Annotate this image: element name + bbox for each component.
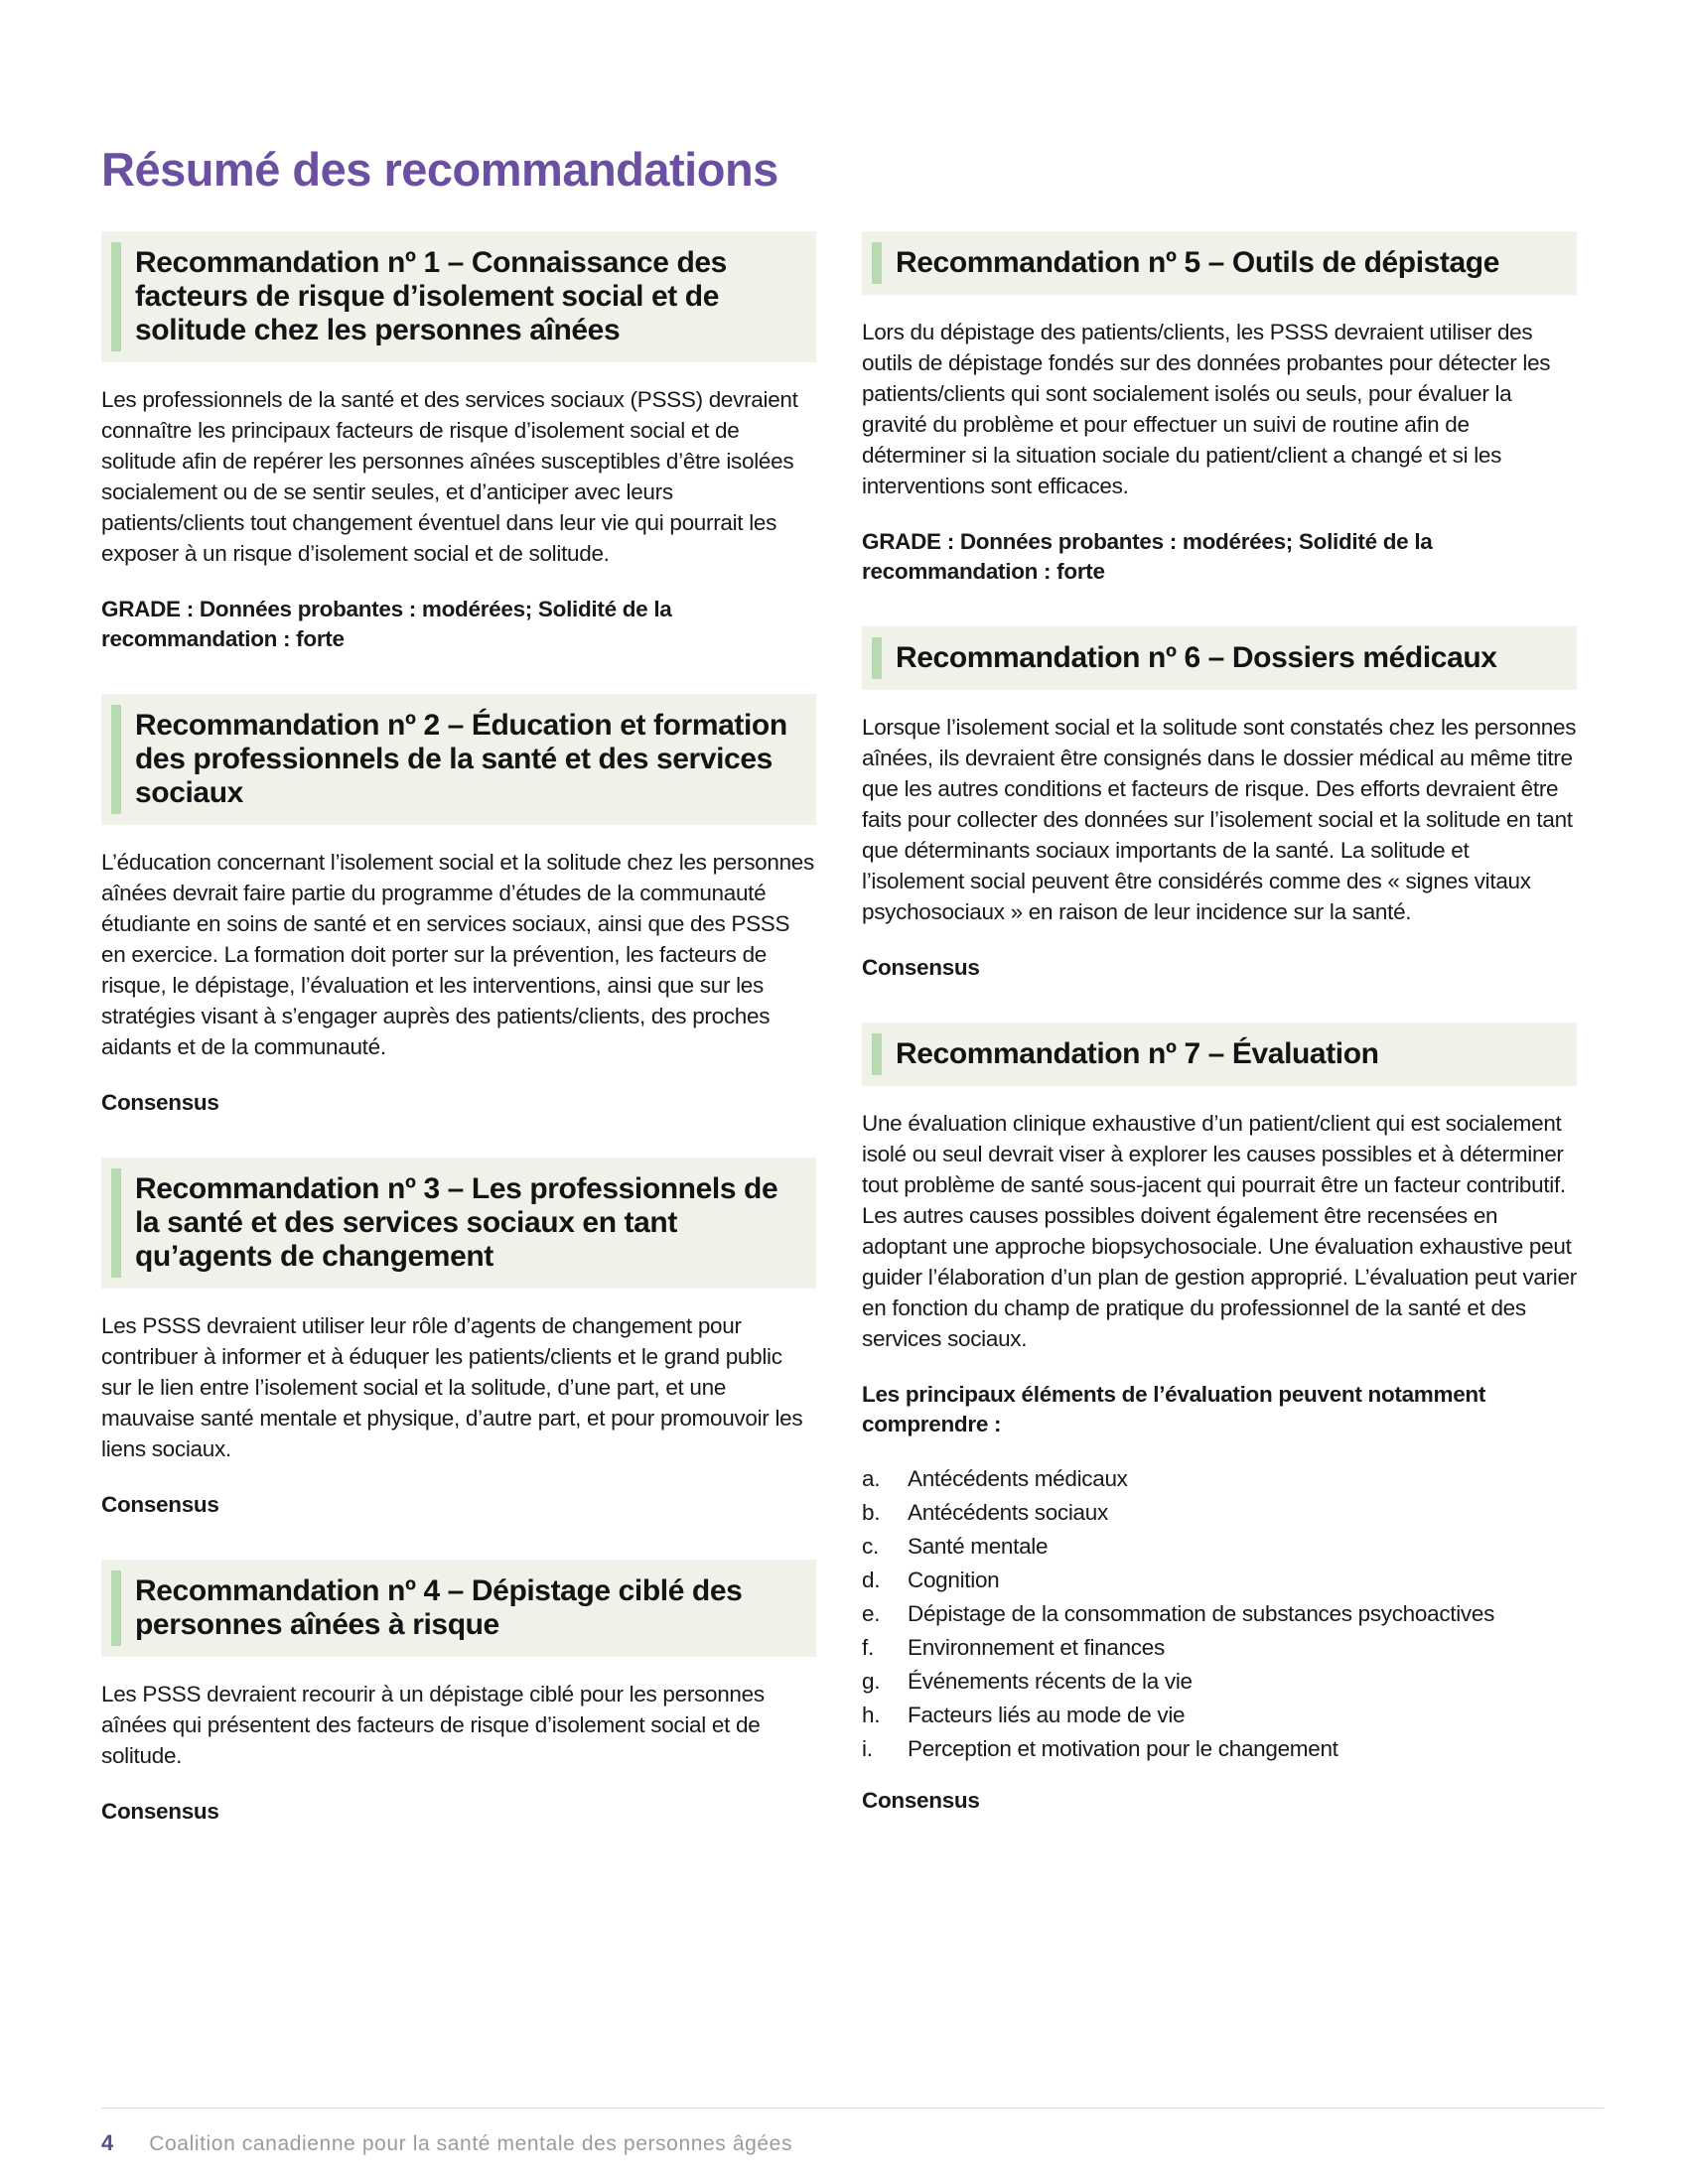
recommendation-7-section xyxy=(862,1023,1577,1816)
recommendation-4-consensus: Consensus xyxy=(101,1799,219,1825)
list-item xyxy=(862,1700,1577,1730)
recommendation-1-grade: GRADE : Données probantes : modérées; Solidité de la recommandation : forte xyxy=(101,597,672,652)
list-item xyxy=(862,1565,1577,1595)
list-item xyxy=(862,1463,1577,1494)
list-item-label: g. xyxy=(862,1669,881,1695)
recommendation-1-heading-box xyxy=(101,231,816,362)
list-item-label: b. xyxy=(862,1500,881,1526)
recommendation-7-heading-box xyxy=(862,1023,1577,1086)
recommendation-3-section xyxy=(101,1158,816,1520)
footer-organization-name: Coalition canadienne pour la santé mentale des personnes âgées xyxy=(149,2132,793,2155)
list-item-label: h. xyxy=(862,1703,881,1728)
page-number: 4 xyxy=(101,2130,114,2155)
recommendation-2-heading-box xyxy=(101,694,816,825)
recommendation-3-consensus: Consensus xyxy=(101,1492,219,1518)
recommendation-6-heading-box xyxy=(862,626,1577,690)
recommendation-3-body: Les PSSS devraient utiliser leur rôle d’agents de changement pour contribuer à informer et à éduquer les patients/clients et le grand public sur le lien entre l’isolement social et la solitude, d’une part, et une mauvaise santé mentale et physique, d’autre part, et pour promouvoir les liens sociaux. xyxy=(101,1313,803,1462)
right-column xyxy=(862,231,1577,1816)
recommendation-7-body: Une évaluation clinique exhaustive d’un patient/client qui est socialement isolé ou seul devrait viser à explorer les causes possibles et à déterminer tout problème de santé sous-jacent qui pourrait être un facteur contributif. Les autres causes possibles doivent également être recensées en adoptant une approche biopsychosociale. Une évaluation exhaustive peut guider l’élaboration d’un plan de gestion approprié. L’évaluation peut varier en fonction du champ de pratique du professionnel de la santé et des services sociaux. xyxy=(862,1111,1577,1352)
recommendation-2-consensus: Consensus xyxy=(101,1090,219,1116)
recommendation-1-body: Les professionnels de la santé et des services sociaux (PSSS) devraient connaître les principaux facteurs de risque d’isolement social et de solitude afin de repérer les personnes aînées susceptibles d’être isolées socialement ou de se sentir seules, et d’anticiper avec leurs patients/clients tout changement éventuel dans leur vie qui pourrait les exposer à un risque d’isolement social et de solitude. xyxy=(101,387,798,567)
list-item xyxy=(862,1632,1577,1663)
recommendation-5-body: Lors du dépistage des patients/clients, les PSSS devraient utiliser des outils de dépistage fondés sur des données probantes pour détecter les patients/clients qui sont socialement isolés ou seuls, pour évaluer la gravité du problème et pour effectuer un suivi de routine afin de déterminer si la situation sociale du patient/client a changé et si les interventions sont efficaces. xyxy=(862,320,1551,499)
recommendation-7-heading: Recommandation nº 7 – Évaluation xyxy=(896,1037,1379,1071)
page-footer xyxy=(101,2108,1604,2156)
recommendation-5-grade: GRADE : Données probantes : modérées; Solidité de la recommandation : forte xyxy=(862,529,1433,585)
recommendation-3-heading-box xyxy=(101,1158,816,1289)
recommendation-6-section xyxy=(862,626,1577,983)
recommendation-4-heading: Recommandation nº 4 – Dépistage ciblé des personnes aînées à risque xyxy=(135,1574,743,1642)
list-item-text: Dépistage de la consommation de substances psychoactives xyxy=(908,1601,1495,1627)
list-item-label: i. xyxy=(862,1736,873,1762)
recommendation-5-heading-box xyxy=(862,231,1577,295)
list-item-text: Antécédents médicaux xyxy=(908,1466,1128,1492)
recommendation-7-consensus: Consensus xyxy=(862,1788,980,1814)
recommendation-5-section xyxy=(862,231,1577,587)
recommendation-1-heading: Recommandation nº 1 – Connaissance des facteurs de risque d’isolement social et de solitude chez les personnes aînées xyxy=(135,246,727,347)
list-item xyxy=(862,1598,1577,1629)
list-item-text: Environnement et finances xyxy=(908,1635,1165,1661)
recommendation-2-section xyxy=(101,694,816,1118)
recommendation-3-heading: Recommandation nº 3 – Les professionnels de la santé et des services sociaux en tant qu’agents de changement xyxy=(135,1172,778,1274)
evaluation-list-intro: Les principaux éléments de l’évaluation peuvent notamment comprendre : xyxy=(862,1382,1486,1437)
list-item-text: Facteurs liés au mode de vie xyxy=(908,1703,1186,1728)
list-item-text: Perception et motivation pour le changement xyxy=(908,1736,1338,1762)
recommendation-6-heading: Recommandation nº 6 – Dossiers médicaux xyxy=(896,641,1497,675)
left-column xyxy=(101,231,816,1827)
list-item-label: a. xyxy=(862,1466,881,1492)
list-item-text: Santé mentale xyxy=(908,1534,1049,1560)
two-column-layout xyxy=(101,231,1577,1827)
list-item-label: c. xyxy=(862,1534,879,1560)
recommendation-6-consensus: Consensus xyxy=(862,955,980,981)
list-item xyxy=(862,1531,1577,1562)
list-item xyxy=(862,1666,1577,1697)
recommendation-4-body: Les PSSS devraient recourir à un dépistage ciblé pour les personnes aînées qui présentent des facteurs de risque d’isolement social et de solitude. xyxy=(101,1682,765,1769)
list-item xyxy=(862,1497,1577,1528)
recommendation-6-body: Lorsque l’isolement social et la solitude sont constatés chez les personnes aînées, ils devraient être consignés dans le dossier médical au même titre que les autres conditions et facteurs de risque. Des efforts devraient être faits pour collecter des données sur l’isolement social et la solitude en tant que déterminants sociaux importants de la santé. La solitude et l’isolement social peuvent être considérés comme des « signes vitaux psychosociaux » en raison de leur incidence sur la santé. xyxy=(862,715,1577,925)
list-item-text: Événements récents de la vie xyxy=(908,1669,1193,1695)
recommendation-4-heading-box xyxy=(101,1560,816,1657)
list-item-label: f. xyxy=(862,1635,874,1661)
list-item-text: Cognition xyxy=(908,1568,1000,1593)
evaluation-elements-list xyxy=(862,1463,1577,1764)
list-item xyxy=(862,1733,1577,1764)
recommendation-5-heading: Recommandation nº 5 – Outils de dépistage xyxy=(896,246,1500,280)
recommendation-4-section xyxy=(101,1560,816,1827)
recommendation-1-section xyxy=(101,231,816,654)
recommendation-2-heading: Recommandation nº 2 – Éducation et formation des professionnels de la santé et des services sociaux xyxy=(135,709,787,810)
page-title: Résumé des recommandations xyxy=(101,143,778,196)
recommendation-2-body: L’éducation concernant l’isolement social et la solitude chez les personnes aînées devrait faire partie du programme d’études de la communauté étudiante en soins de santé et en services sociaux, ainsi que des PSSS en exercice. La formation doit porter sur la prévention, les facteurs de risque, le dépistage, l’évaluation et les interventions, ainsi que sur les stratégies visant à s’engager auprès des patients/clients, des proches aidants et de la communauté. xyxy=(101,850,814,1060)
list-item-text: Antécédents sociaux xyxy=(908,1500,1108,1526)
list-item-label: e. xyxy=(862,1601,881,1627)
list-item-label: d. xyxy=(862,1568,881,1593)
